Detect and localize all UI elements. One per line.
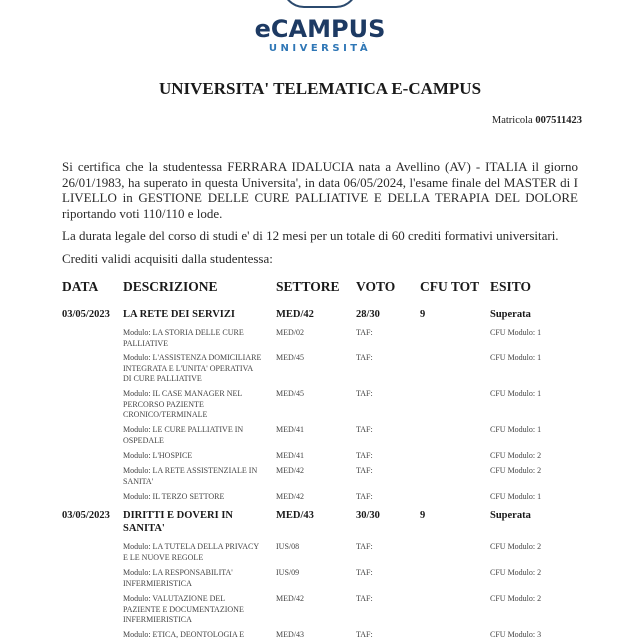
module-settore: MED/45 [276,353,304,362]
module-settore: MED/42 [276,466,304,475]
module-desc: Modulo: L'HOSPICE [123,451,193,460]
module-settore: IUS/09 [276,568,300,577]
module-cfu: CFU Modulo: 1 [490,492,542,501]
module-taf: TAF: [356,353,373,362]
module-desc: Modulo: LE CURE PALLIATIVE IN [123,425,244,434]
exam-esito: Superata [490,510,531,521]
module-taf: TAF: [356,492,373,501]
module-desc: Modulo: ETICA, DEONTOLOGIA E [123,630,245,639]
module-cfu: CFU Modulo: 2 [490,466,542,475]
duration-paragraph: La durata legale del corso di studi e' di 12 mesi per un totale di 60 crediti formativi universitari. [62,228,559,243]
module-desc: E LE NUOVE REGOLE [123,552,204,562]
header-esito: ESITO [490,279,532,294]
module-cfu: CFU Modulo: 1 [490,389,542,398]
exam-description: SANITA' [123,523,165,534]
exam-description: DIRITTI E DOVERI IN [123,510,233,521]
exam-description: LA RETE DEI SERVIZI [123,309,235,320]
logo-subtitle: UNIVERSITÀ [268,43,372,54]
module-cfu: CFU Modulo: 2 [490,451,542,460]
module-desc: OSPEDALE [123,435,164,445]
header-settore: SETTORE [276,279,340,294]
university-emblem-icon [282,0,358,8]
module-desc: INTEGRATA E L'UNITA' OPERATIVA [123,363,254,373]
module-settore: MED/41 [276,425,304,434]
module-desc: Modulo: LA TUTELA DELLA PRIVACY [123,542,260,551]
module-desc: Modulo: LA RESPONSABILITA' [123,568,233,577]
module-desc: PAZIENTE E DOCUMENTAZIONE [123,604,244,614]
header-data: DATA [62,279,99,294]
exam-esito: Superata [490,309,531,320]
module-desc: DI CURE PALLIATIVE [123,374,202,383]
module-settore: MED/43 [276,630,304,639]
module-desc: PALLIATIVE [123,338,169,348]
module-settore: MED/02 [276,328,304,337]
module-taf: TAF: [356,451,373,460]
header-descrizione: DESCRIZIONE [123,279,218,294]
module-taf: TAF: [356,594,373,603]
module-desc: Modulo: IL CASE MANAGER NEL [123,389,243,398]
certification-paragraph: Si certifica che la studentessa FERRARA IDALUCIA nata a Avellino (AV) - ITALIA il giorno 26/01/1983, ha superato in questa Universita', in data 06/05/2024, l'esame finale del MASTER di I LIVELLO in GESTIONE DELLE CURE PALLIATIVE E DELLA TERAPIA DEL DOLORE riportando voti 110/110 e lode. [62,159,578,221]
module-desc: Modulo: L'ASSISTENZA DOMICILIARE [123,353,262,362]
document-title: UNIVERSITA' TELEMATICA E-CAMPUS [158,79,482,98]
exam-cfu: 9 [420,309,426,320]
exam-settore: MED/43 [276,510,314,521]
module-cfu: CFU Modulo: 1 [490,425,542,434]
matricola-value: 007511423 [535,115,582,126]
module-desc: SANITA' [123,476,154,486]
module-cfu: CFU Modulo: 1 [490,353,542,362]
module-desc: PERCORSO PAZIENTE [123,399,204,409]
module-taf: TAF: [356,425,373,434]
module-cfu: CFU Modulo: 3 [490,630,542,639]
module-taf: TAF: [356,542,373,551]
module-settore: MED/41 [276,451,304,460]
module-settore: MED/45 [276,389,304,398]
exam-voto: 30/30 [356,510,380,521]
module-settore: IUS/08 [276,542,300,551]
exam-date: 03/05/2023 [62,309,110,320]
header-voto: VOTO [356,279,396,294]
matricola [492,115,582,126]
module-desc: CRONICO/TERMINALE [123,410,208,419]
module-cfu: CFU Modulo: 2 [490,542,542,551]
module-taf: TAF: [356,630,373,639]
header-cfu-tot: CFU TOT [420,279,480,294]
module-taf: TAF: [356,389,373,398]
module-settore: MED/42 [276,594,304,603]
exam-voto: 28/30 [356,309,380,320]
module-cfu: CFU Modulo: 1 [490,328,542,337]
module-taf: TAF: [356,328,373,337]
module-taf: TAF: [356,466,373,475]
module-desc: Modulo: LA STORIA DELLE CURE [123,328,244,337]
module-desc: Modulo: LA RETE ASSISTENZIALE IN [123,466,258,475]
module-taf: TAF: [356,568,373,577]
module-cfu: CFU Modulo: 2 [490,594,542,603]
exam-settore: MED/42 [276,309,314,320]
module-desc: Modulo: IL TERZO SETTORE [123,492,225,501]
module-desc: INFERMIERISTICA [123,615,192,624]
matricola-label: Matricola [491,115,533,126]
module-desc: INFERMIERISTICA [123,578,192,588]
module-desc: Modulo: VALUTAZIONE DEL [123,594,226,603]
module-cfu: CFU Modulo: 2 [490,568,542,577]
module-settore: MED/42 [276,492,304,501]
credits-intro: Crediti validi acquisiti dalla studentessa: [62,251,273,266]
exam-cfu: 9 [420,510,426,521]
logo-wordmark: eCAMPUS [254,15,386,43]
exam-date: 03/05/2023 [62,510,110,521]
